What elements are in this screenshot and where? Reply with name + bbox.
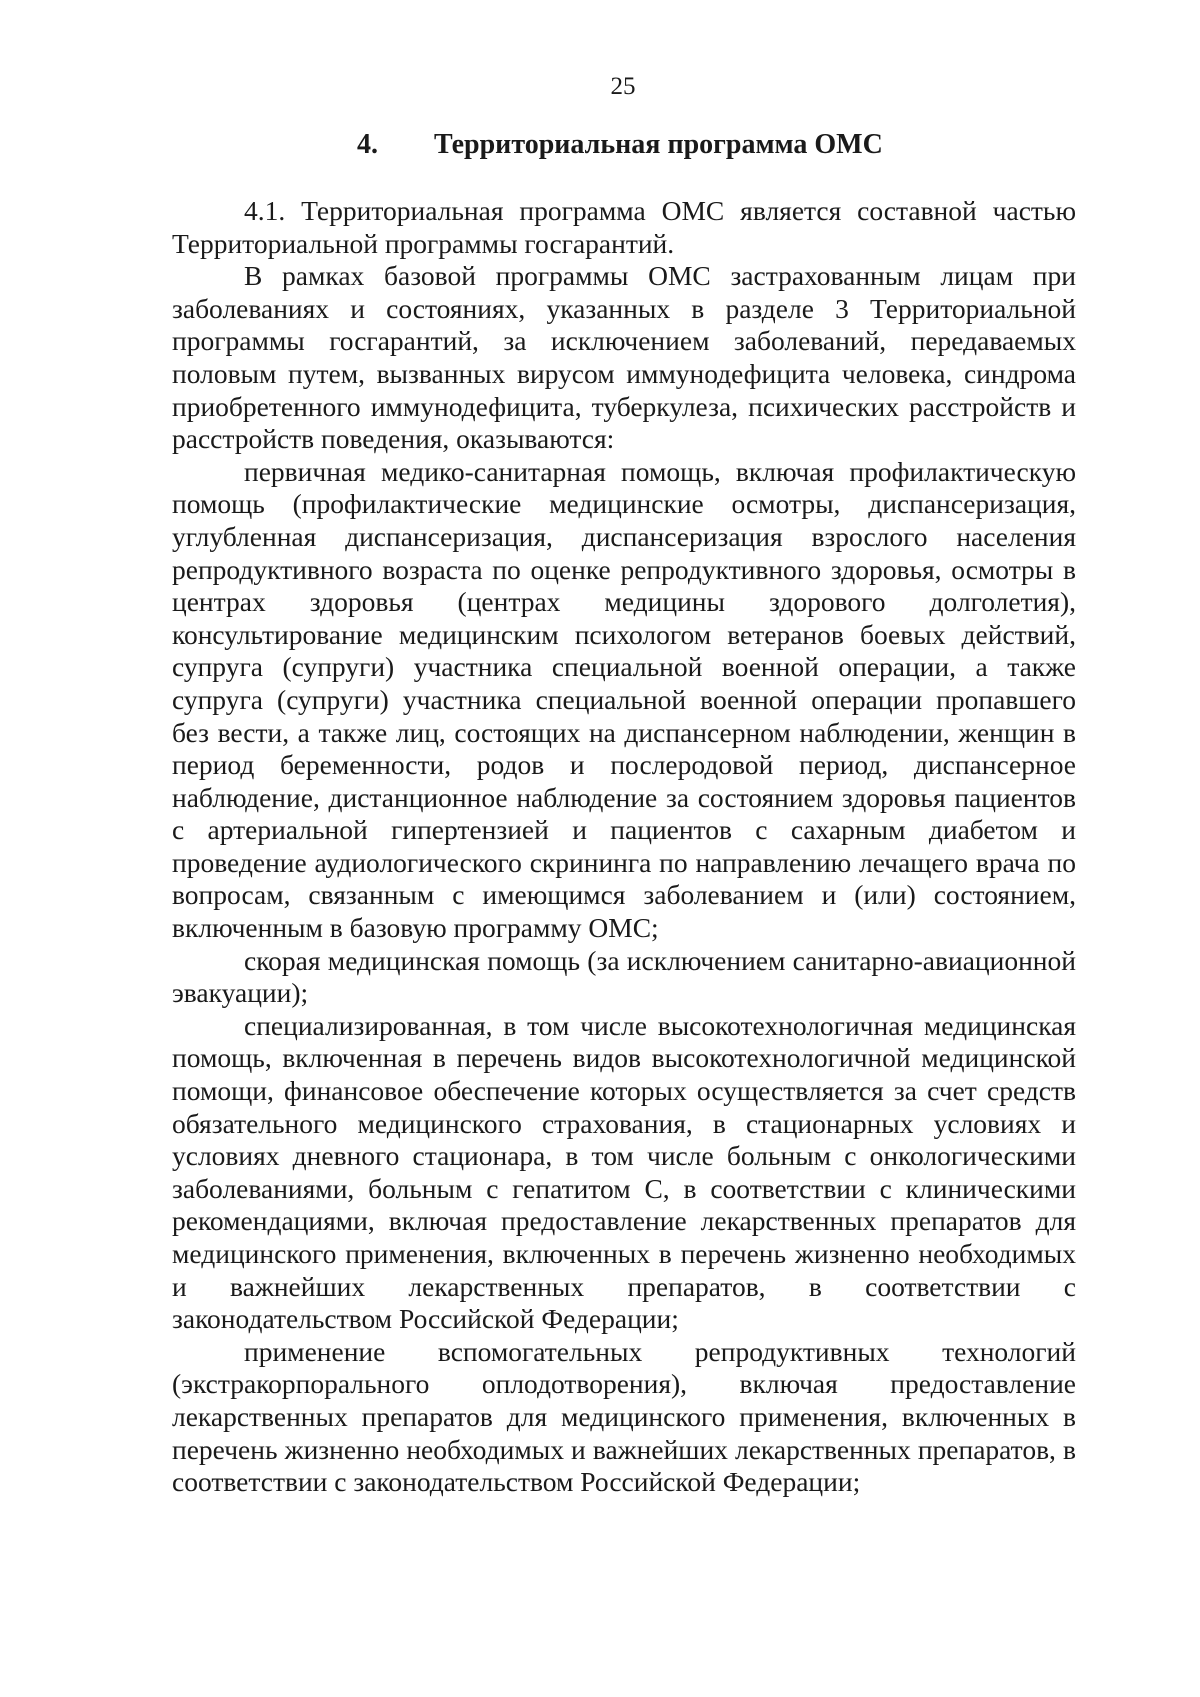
body-text (172, 195, 1076, 1499)
section-title: Территориальная программа ОМС (434, 129, 883, 160)
paragraph-4-1: 4.1. Территориальная программа ОМС является составной частью Территориальной программы госгарантий. (172, 195, 1076, 259)
paragraph-reproductive-technologies: применение вспомогательных репродуктивных технологий (экстракорпорального оплодотворения), включая предоставление лекарственных препаратов для медицинского применения, включенных в перечень жизненно необходимых и важнейших лекарственных препаратов, в соответствии с законодательством Российской Федерации; (172, 1335, 1076, 1498)
paragraph-emergency-care: скорая медицинская помощь (за исключением санитарно-авиационной эвакуации); (172, 944, 1076, 1009)
paragraph-base-program: В рамках базовой программы ОМС застрахованным лицам при заболеваниях и состояниях, указанных в разделе 3 Территориальной программы госгарантий, за исключением заболеваний, передаваемых половым путем, вызванных вирусом иммунодефицита человека, синдрома приобретенного иммунодефицита, туберкулеза, психических расстройств и расстройств поведения, оказываются: (172, 260, 1076, 455)
section-heading (0, 128, 1200, 162)
paragraph-specialized-care: специализированная, в том числе высокотехнологичная медицинская помощь, включенная в перечень видов высокотехнологичной медицинской помощи, финансовое обеспечение которых осуществляется за счет средств обязательного медицинского страхования, в стационарных условиях и условиях дневного стационара, в том числе больным с онкологическими заболеваниями, больным с гепатитом С, в соответствии с клиническими рекомендациями, включая предоставление лекарственных препаратов для медицинского применения, включенных в перечень жизненно необходимых и важнейших лекарственных препаратов, в соответствии с законодательством Российской Федерации; (172, 1009, 1076, 1335)
section-number: 4. (357, 129, 378, 160)
page-number: 25 (610, 73, 636, 100)
paragraph-primary-care: первичная медико-санитарная помощь, включая профилактическую помощь (профилактические медицинские осмотры, диспансеризация, углубленная диспансеризация, диспансеризация взрослого населения репродуктивного возраста по оценке репродуктивного здоровья, осмотры в центрах здоровья (центрах медицины здорового долголетия), консультирование медицинским психологом ветеранов боевых действий, супруга (супруги) участника специальной военной операции, а также супруга (супруги) участника специальной военной операции пропавшего без вести, а также лиц, состоящих на диспансерном наблюдении, женщин в период беременности, родов и послеродовой период, диспансерное наблюдение, дистанционное наблюдение за состоянием здоровья пациентов с артериальной гипертензией и пациентов с сахарным диабетом и проведение аудиологического скрининга по направлению лечащего врача по вопросам, связанным с имеющимся заболеванием и (или) состоянием, включенным в базовую программу ОМС; (172, 455, 1076, 944)
